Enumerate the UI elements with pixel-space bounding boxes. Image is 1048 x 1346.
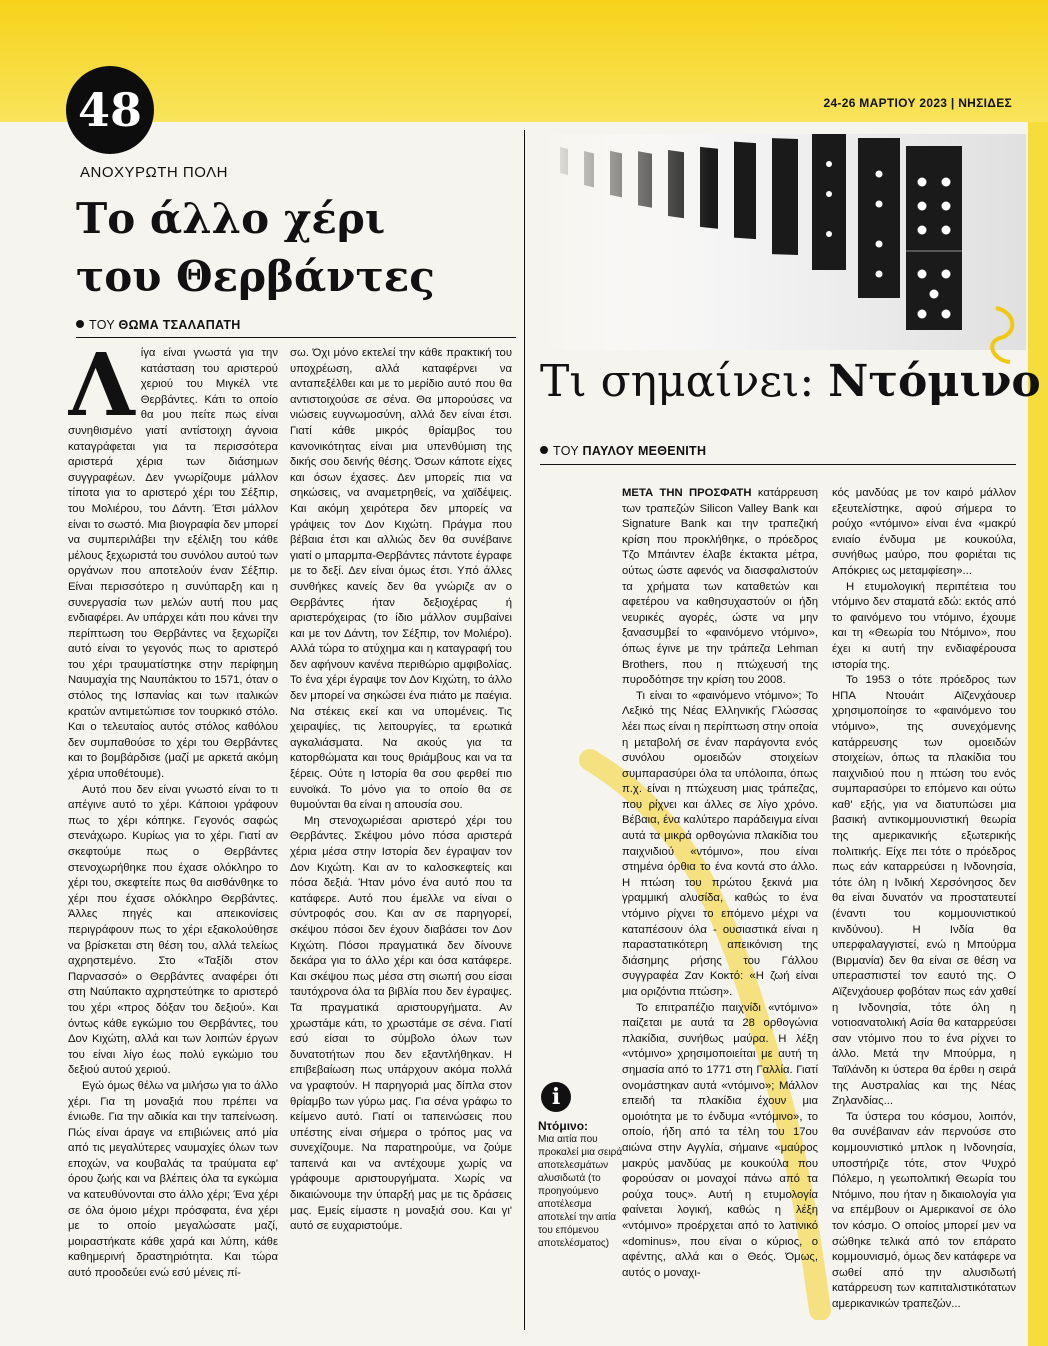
title-bold: Ντόμινο	[828, 356, 1041, 407]
info-icon: i	[541, 1082, 571, 1112]
title-line-1: Το άλλο χέρι	[76, 194, 386, 243]
paragraph: σω. Όχι μόνο εκτελεί την κάθε πρακτική του υποχρέωση, αλλά καταφέρνει να ανταπεξέλθει και με το μερίδιο αυτό που θα αντιστοιχούσε σε σένα. Θα μπορούσες να νιώσεις ευγνωμοσύνη, αλλά δεν είναι έτσι. Γιατί κάθε μικρός θρίαμβος του κανονικότητας είναι μια υπενθύμιση της δικής σου δεινής θέσης. Όσων κάποτε είχες και όσων έχασες. Δεν μπορείς πια να σηκώσεις, να αναμετρηθείς, να χαϊδέψεις. Και ακόμη χειρότερα δεν μπορείς να γράψεις τον Δον Κιχώτη. Πράγμα που βέβαια έτσι και αλλιώς δεν θα συνέβαινε γιατί ο μπαρμπα-Θερβάντες πάντοτε έγραφε με το δεξί. Δεν είναι όμως έτσι. Υπό άλλες συνθήκες κανείς δεν θα γνώριζε αν ο Θερβάντες ήταν δεξιοχέρας ή αριστερόχειρας (το ίδιο μάλλον συμβαίνει και με τον Δάντη, τον Σέξπιρ, τον Μολιέρο). Αλλά τώρα το ατύχημα και η καταγραφή του δεν αφήνουν κανένα περιθώριο αμφιβολίας. Το ένα χέρι έγραψε τον Δον Κιχώτη, το άλλο δεν μπορεί να σηκώσει ένα πιάτο με παέγια. Να στέκεις εκεί και να υπομένεις. Τις χειραψίες, τις λειτουργίες, τα ερωτικά αγκαλιάσματα. Να ακούς για τα κατορθώματα και τους θριάμβους και να τα ξέρεις. Ούτε η Ιστορία θα σου φερθεί πιο ευνοϊκά. Το μόνο για το οποίο θα σε θυμούνται θα είναι η απουσία σου.	[290, 347, 512, 812]
title-line-2: του Θερβάντες	[76, 252, 435, 301]
paragraph: Αυτό που δεν είναι γνωστό είναι το τι απέγινε αυτό το χέρι. Κάποιοι γράφουν πως το χέρι κόπηκε. Γεγονός σαφώς στενάχωρο. Κυρίως για το χέρι. Γιατί αν σκεφτούμε πως ο Θερβάντες στενοχωρήθηκε που έχασε ολόκληρο το χέρι του, σκεφτείτε πως θα αισθάνθηκε το χέρι που έχασε ολόκληρο Θερβάντες. Άλλες πηγές και απεικονίσεις περιγράφουν πως το χέρι εξακολούθησε να βρίσκεται στη θέση του, αλλά τελείως αχρηστεμένο. Στο «Ταξίδι στον Παρνασσό» ο Θερβάντες αναφέρει ότι στη Ναύπακτο αχρηστεύτηκε το αριστερό του χέρι «προς δόξαν του δεξιού». Και όντως κάθε εγκώμιο του Θερβάντες, του Δον Κιχώτη, αλλά και των λοιπών έργων του είναι λίγο έως πολύ εγκώμιο του δεξιού αυτού χεριού.	[68, 783, 278, 1077]
byline-bullet-icon	[540, 446, 548, 454]
definition-sidebar	[538, 1120, 624, 1250]
dominoes-illustration	[540, 134, 1026, 350]
sidebar-term: Ντόμινο:	[538, 1119, 589, 1133]
right-article-title	[540, 354, 1041, 410]
left-article-column-1	[68, 346, 278, 1326]
right-author: ΠΑΥΛΟΥ ΜΕΘΕΝΙΤΗ	[582, 444, 707, 458]
paragraph: Τι είναι το «φαινόμενο ντόμινο»; Το Λεξικό της Νέας Ελληνικής Γλώσσας λέει πως είναι η περίπτωση στην οποία η μεταβολή σε έναν παράγοντα ενός συνόλου ομοειδών στοιχείων συμπαρασύρει όλα τα υπόλοιπα, όπως π.χ. είναι η πτώχευση μιας τράπεζας, που ρίχνει και άλλες σε λίγο χρόνο. Βέβαια, ένα καλύτερο παράδειγμα είναι αυτά τα μικρά ορθογώνια πλακίδια του παιχνιδιού «ντόμινο», που είναι στημένα όρθια το ένα κοντά στο άλλο. Η πτώση του πρώτου ξεκινά μια γραμμική αλυσίδα, καθώς το ένα ντόμινο ρίχνει το επόμενο μέχρι να καταπέσουν όλα - ουσιαστικά είναι η παραστατικότερη απεικόνιση της διάσημης ρήσης του Γάλλου συγγραφέα Ζαν Κοκτό: «Η ζωή είναι μια οριζόντια πτώση».	[622, 689, 818, 998]
domino-photo	[540, 134, 1026, 350]
paragraph: Εγώ όμως θέλω να μιλήσω για το άλλο χέρι. Για τη μοναξιά που πρέπει να ένιωθε. Για την αδικία και την ταπείνωση. Πώς είναι άραγε να επιβιώνεις από μία από τις μεγαλύτερες ναυμαχίες όλων των εποχών, να κουβαλάς τα τραύματα εφ' όρου ζωής και να βλέπεις όλα τα εγκώμια να κατευθύνονται στο άλλο χέρι; Ένα χέρι σε όλα όμοιο μέχρι πρόσφατα, ένα χέρι με το οποίο μεγαλώσατε μαζί, μοιραστήκατε κάθε χαρά και λύπη, κάθε καθημερινή δραστηριότητα. Και τώρα αυτό προοδεύει ενώ εσύ μένεις πί-	[68, 1079, 278, 1280]
right-byline-rule	[540, 464, 1016, 465]
paragraph: κός μανδύας με τον καιρό μάλλον εξευτελίστηκε, αφού σήμερα το ρούχο «ντόμινο» είναι ένα «μακρύ ενιαίο ένδυμα με κουκούλα, συνήθως μαύρο, που φοριέται τις Απόκριες ως μεταμφίεση»...	[832, 487, 1016, 577]
right-byline: ΤΟΥ ΠΑΥΛΟΥ ΜΕΘΕΝΙΤΗ	[540, 444, 706, 458]
lead-in: ΜΕΤΑ ΤΗΝ ΠΡΟΣΦΑΤΗ	[622, 487, 752, 499]
right-article-column-1	[622, 486, 818, 1326]
title-light: Τι σημαίνει:	[540, 356, 815, 407]
article-divider	[524, 130, 525, 1330]
left-byline: ΤΟΥ ΘΩΜΑ ΤΣΑΛΑΠΑΤΗ	[76, 318, 241, 332]
left-article-column-2	[290, 346, 512, 1326]
paragraph: ίγα είναι γνωστά για την κατάσταση του αριστερού χεριού του Μιγκέλ ντε Θερβάντες. Κάτι το οποίο θα μου πείτε πως είναι συνηθισμένο γιατί αντίστοιχη άγνοια καταγράφεται για τα περισσότερα αριστερά χέρια των διάσημων συγγραφέων. Δεν γνωρίζουμε μάλλον τίποτα για το αριστερό χέρι του Σέξπιρ, του Μολιέρου, του Δάντη. Έτσι μάλλον είναι το σωστό. Μια βιογραφία δεν μπορεί να συμπεριλάβει την εξέλιξη του κάθε μέλους ξεχωριστά του συνόλου αυτού των οργάνων που αποτελούν έναν Σέξπιρ. Είναι περισσότερο η συνύπαρξη και η συνεργασία των μελών αυτή που μας ενδιαφέρει. Αν υπάρχει κάτι που κάνει την περίπτωση του Θερβάντες να ξεχωρίζει αυτό είναι το γεγονός πως το αριστερό του χέρι τραυματίστηκε στην περίφημη Ναυμαχία της Ναυπάκτου το 1571, όταν ο στόλος της Ισπανίας και των ιταλικών κρατών αντιμετώπισε τον τουρκικό στόλο. Και ο τελευταίος αυτός στόλος καθόλου δεν συμπαθούσε το χέρι του Θερβάντες και το βομβάρδισε (μαζί με αρκετά ακόμη χέρια υποθέτουμε).	[68, 347, 278, 781]
left-byline-rule	[76, 337, 516, 338]
column-kicker: ΑΝΟΧΥΡΩΤΗ ΠΟΛΗ	[80, 164, 228, 181]
paragraph: Το επιτραπέζιο παιχνίδι «ντόμινο» παίζεται με αυτά τα 28 ορθογώνια πλακίδια, συνήθως μαύρα. Η λέξη «ντόμινο» χρησιμοποιείται με αυτή τη σημασία από το 1771 στη Γαλλία. Γιατί ονομάστηκαν αυτά «ντόμινο»; Μάλλον επειδή τα πλακίδια έχουν μια ομοιότητα με το ένδυμα «ντόμινο», το οποίο, ήδη από τα τέλη του 17ου αιώνα στην Αγγλία, σήμαινε «μαύρος μακρύς μανδύας με κουκούλα που φορούσαν οι μοναχοί πάνω από τα ρούχα τους». Αυτή η ετυμολογία φαίνεται λογική, καθώς η λέξη «ντόμινο» προέρχεται από το λατινικό «dominus», που είναι ο κύριος, ο αφέντης, αλλά και ο Θεός. Όμως, αυτός ο μοναχι-	[622, 1001, 818, 1279]
issue-dateline: 24-26 ΜΑΡΤΙΟΥ 2023 | ΝΗΣΙΔΕΣ	[823, 96, 1012, 110]
paragraph: Μη στενοχωριέσαι αριστερό χέρι του Θερβάντες. Σκέψου μόνο πόσα αριστερά χέρια μέσα στην Ιστορία δεν έγραψαν τον Δον Κιχώτη. Και αν το καλοσκεφτείς και πόσα δεξιά. Ήταν μόνο ένα αυτό που τα κατάφερε. Αυτό που έμελλε να είναι ο σύντροφός σου. Και αν σε παρηγορεί, σκέψου πόσοι δεν έχουν διαβάσει τον Δον Κιχώτη. Πόσοι πραγματικά δεν δίνουνε δεκάρα για το άλλο χέρι και όσα κατάφερε. Και σκέψου πως μέσα στη σιωπή σου είσαι ταυτόχρονα όλα τα βιβλία που δεν έγραψες. Τα πραγματικά αριστουργήματα. Αν χρωστάμε κάτι, το χρωστάμε σε σένα. Γιατί εσύ είσαι το σύμβολο όλων των δυνατοτήτων που δεν εξαντλήθηκαν. Η επιβεβαίωση πως υπάρχουν ακόμα πολλά να γραφτούν. Η παρηγοριά μας δίπλα στον θρίαμβο των γύρω μας. Για σένα γράφω το κείμενο αυτό. Γιατί οι ταπεινώσεις που υπέστης είναι σήμερα ο τρόπος μας να συνεχίζουμε. Να παρατηρούμε, να ζούμε ταπεινά και να αντέχουμε χωρίς να γράφουμε αριστουργήματα. Χωρίς να δικαιώνουμε την ύπαρξή μας με τις δράσεις μας. Εμείς είμαστε η μοναξιά σου. Και γι' αυτό σε ευχαριστούμε.	[290, 814, 512, 1233]
left-article-title	[76, 190, 516, 306]
right-yellow-margin	[1028, 122, 1048, 1346]
paragraph: Τα ύστερα του κόσμου, λοιπόν, θα συνέβαιναν εάν περνούσε στο κομμουνιστικό μπλοκ η Ινδονησία, υποστήριζε τότε, στον Ψυχρό Πόλεμο, η γεωπολιτική Θεωρία του Ντόμινο, που ήταν η δικαιολογία για να επέμβουν οι Αμερικανοί σε όλο τον κόσμο. Ο οποίος μπορεί μεν να σώθηκε τελικά από τον επάρατο κομμουνισμό, όμως δεν κατάφερε να σωθεί από την αλυσιδωτή κατάρρευση των καπιταλιστικότατων αμερικανικών τραπεζών...	[832, 1110, 1016, 1310]
paragraph: Η ετυμολογική περιπέτεια του ντόμινο δεν σταματά εδώ: εκτός από το φαινόμενο του ντόμινο, έχουμε και τη «Θεωρία του Ντόμινο», που έχει κι αυτή την ενδιαφέρουσα ιστορία της.	[832, 580, 1016, 671]
left-author: ΘΩΜΑ ΤΣΑΛΑΠΑΤΗ	[118, 318, 241, 332]
paragraph: Το 1953 ο τότε πρόεδρος των ΗΠΑ Ντουάιτ Αϊζενχάουερ χρησιμοποίησε το «φαινόμενο του ντόμινο», της συνεχόμενης κατάρρευσης των ομοειδών στοιχείων, όπως τα πλακίδια του παιχνιδιού που η πτώση του ενός συμπαρασύρει το επόμενο και ούτω καθ' εξής, για να διατυπώσει μια βασική αντικομμουνιστική θεωρία της αμερικανικής εξωτερικής πολιτικής. Είχε πει τότε ο πρόεδρος πως εάν καταρρεύσει η Ινδονησία, τότε όλη η Ινδική Χερσόνησος δεν θα είναι δυνατόν να προστατευτεί (έναντι του κομμουνιστικού κινδύνου). Η Ινδία θα υπερφαλαγγιστεί, ενώ η Μπούρμα (Βιρμανία) δεν θα είναι σε θέση να υπερασπιστεί τον εαυτό της. Ο Αϊζενχάουερ φοβόταν πως εάν χαθεί η Ινδονησία, τότε όλη η νοτιοανατολική Ασία θα καταρρεύσει σαν ντόμινο που το ένα ρίχνει το άλλο. Μετά την Μπούρμα, η Ταϊλάνδη κι ύστερα θα έρθει η σειρά της Αυστραλίας και της Νέας Ζηλανδίας...	[832, 674, 1016, 1108]
page-number-badge: 48	[66, 66, 154, 154]
byline-bullet-icon	[76, 320, 84, 328]
dropcap: Λ	[68, 346, 135, 436]
right-article-column-2	[832, 486, 1016, 1326]
paragraph: ΜΕΤΑ ΤΗΝ ΠΡΟΣΦΑΤΗ κατάρρευση των τραπεζών Silicon Valley Bank και Signature Bank και την τραπεζική κρίση που προκλήθηκε, ο πρόεδρος Τζο Μπάιντεν έλαβε έκτακτα μέτρα, ούτως ώστε αφενός να διασφαλιστούν τα χρήματα των καταθετών και αφετέρου να καθησυχαστούν οι ήδη νευρικές αγορές, ώστε να μην ξανασυμβεί το «φαινόμενο ντόμινο», όπως έγινε με την τράπεζα Lehman Brothers, που η πτώχευσή της πυροδότησε την κρίση του 2008.	[622, 487, 818, 687]
sidebar-definition: Μια αιτία που προκαλεί μια σειρά αποτελεσμάτων αλυσιδωτά (το προηγούμενο αποτέλεσμα αποτελεί την αιτία του επόμενου αποτελέσματος)	[538, 1134, 623, 1249]
